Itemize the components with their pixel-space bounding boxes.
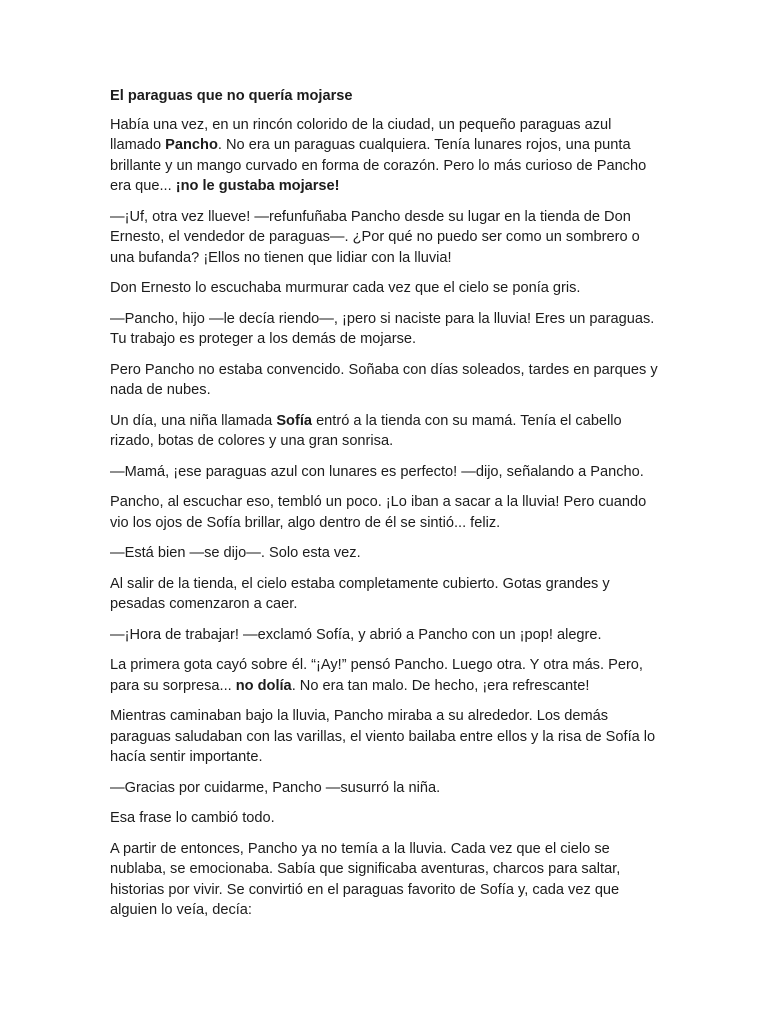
paragraph [110,706,662,768]
text-segment: entró a la tienda con su mamá. Tenía el cabello rizado, botas de colores y una gran sonrisa. [110,412,622,449]
paragraph [110,839,662,921]
text-segment: —¡Hora de trabajar! —exclamó Sofía, y abrió a Pancho con un ¡pop! alegre. [110,626,602,643]
text-segment: Esa frase lo cambió todo. [110,810,275,826]
paragraph [110,574,662,615]
bold-text: no dolía [235,677,292,694]
text-segment: Pancho, al escuchar eso, tembló un poco. ¡Lo iban a sacar a la lluvia! Pero cuando vio los ojos de Sofía brillar, algo dentro de él se sintió... feliz. [110,494,647,531]
paragraph [110,462,662,483]
text-segment: Al salir de la tienda, el cielo estaba completamente cubierto. Gotas grandes y pesadas comenzaron a caer. [110,575,610,612]
document-title: El paraguas que no quería mojarse [110,88,353,104]
text-segment: —Pancho, hijo —le decía riendo—, ¡pero si naciste para la lluvia! Eres un paraguas. Tu trabajo es proteger a los demás de mojarse. [110,310,655,347]
paragraph [110,778,662,799]
document-body [110,115,662,921]
paragraph [110,411,662,452]
paragraph [110,360,662,401]
paragraph [110,278,662,299]
paragraph [110,309,662,350]
paragraph [110,655,662,696]
document-page [110,86,662,931]
text-segment: Don Ernesto lo escuchaba murmurar cada vez que el cielo se ponía gris. [110,280,581,296]
text-segment: Un día, una niña llamada [110,412,277,429]
paragraph [110,492,662,533]
text-segment: La primera gota cayó sobre él. “¡Ay!” pensó Pancho. Luego otra. Y otra más. Pero, para su sorpresa... [110,657,643,694]
paragraph [110,115,662,197]
text-segment: A partir de entonces, Pancho ya no temía a la lluvia. Cada vez que el cielo se nublaba, se emocionaba. Sabía que significaba aventuras, charcos para saltar, historias por vivir. Se convirtió en el paraguas favorito de Sofía y, cada vez que alguien lo veía, decía: [110,840,621,918]
text-segment: —¡Uf, otra vez llueve! —refunfuñaba Pancho desde su lugar en la tienda de Don Ernesto, el vendedor de paraguas—. ¿Por qué no puedo ser como un sombrero o una bufanda? ¡Ellos no tienen que lidiar con la lluvia! [110,208,640,266]
text-segment: —Está bien —se dijo—. Solo esta vez. [110,545,361,561]
text-segment: Mientras caminaban bajo la lluvia, Pancho miraba a su alrededor. Los demás paraguas saludaban con las varillas, el viento bailaba entre ellos y la risa de Sofía lo hacía sentir importante. [110,708,656,765]
bold-text: Sofía [276,412,313,429]
bold-text: ¡no le gustaba mojarse! [175,178,340,194]
text-segment: Pero Pancho no estaba convencido. Soñaba con días soleados, tardes en parques y nada de nubes. [110,361,658,398]
text-segment: —Mamá, ¡ese paraguas azul con lunares es perfecto! —dijo, señalando a Pancho. [110,463,644,480]
paragraph [110,207,662,269]
text-segment: Había una vez, en un rincón colorido de la ciudad, un pequeño paraguas azul llamado [110,116,612,153]
text-segment: . No era tan malo. De hecho, ¡era refrescante! [291,677,590,694]
paragraph [110,625,662,646]
paragraph [110,808,662,829]
paragraph [110,543,662,564]
bold-text: Pancho [165,137,218,153]
text-segment: —Gracias por cuidarme, Pancho —susurró la niña. [110,779,441,796]
text-segment: . No era un paraguas cualquiera. Tenía lunares rojos, una punta brillante y un mango curvado en forma de corazón. Pero lo más curioso de Pancho era que... [110,137,647,194]
